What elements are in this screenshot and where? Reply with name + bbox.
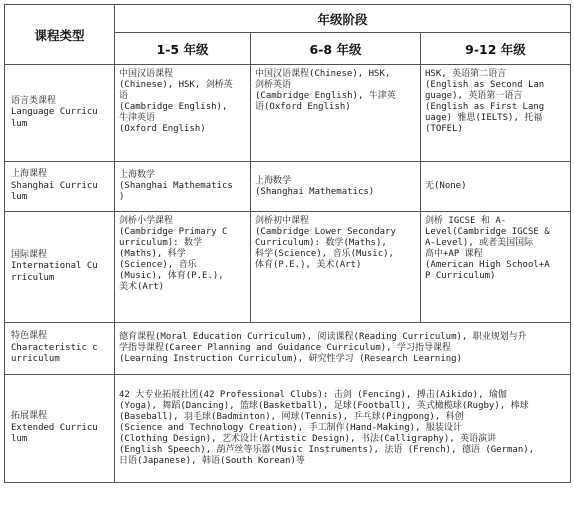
- header-grade-1-5: 1-5 年级: [115, 33, 251, 65]
- cell-shanghai-6-8: 上海数学 (Shanghai Mathematics): [251, 162, 421, 212]
- header-course-type: 课程类型: [5, 5, 115, 65]
- category-shanghai: 上海课程 Shanghai Curricu lum: [5, 162, 115, 212]
- header-row-1: [5, 5, 571, 33]
- curriculum-table: [4, 4, 571, 483]
- row-language: [5, 65, 571, 162]
- row-international: [5, 212, 571, 323]
- cell-international-1-5: 剑桥小学课程 (Cambridge Primary C urriculum): 数学 (Maths), 科学 (Science), 音乐 (Music), 体育(P.E.), 美术(Art): [115, 212, 251, 323]
- category-extended: 拓展课程 Extended Curricu lum: [5, 375, 115, 483]
- cell-language-9-12: HSK, 英语第二语言 (English as Second Lan guage), 英语第一语言 (English as First Lang uage) 雅思(IELTS), 托福 (TOFEL): [421, 65, 571, 162]
- cell-language-6-8: 中国汉语课程(Chinese), HSK, 剑桥英语 (Cambridge English), 牛津英 语(Oxford English): [251, 65, 421, 162]
- row-extended: [5, 375, 571, 483]
- curriculum-table-wrap: [4, 4, 570, 504]
- category-language: 语言类课程 Language Curricu lum: [5, 65, 115, 162]
- cell-shanghai-9-12: 无(None): [421, 162, 571, 212]
- row-characteristic: [5, 323, 571, 375]
- cell-international-9-12: 剑桥 IGCSE 和 A- Level(Cambridge IGCSE & A-Level), 或者美国国际 高中+AP 课程 (American High School+A P Curriculum): [421, 212, 571, 323]
- header-grade-6-8: 6-8 年级: [251, 33, 421, 65]
- category-international: 国际课程 International Cu rriculum: [5, 212, 115, 323]
- cell-characteristic: 德育课程(Moral Education Curriculum), 阅读课程(Reading Curriculum), 职业规划与升 学指导课程(Career Planning and Guidance Curriculum), 学习指导课程 (Learning Instruction Curriculum), 研究性学习 (Research Learning): [115, 323, 571, 375]
- cell-shanghai-1-5: 上海数学 (Shanghai Mathematics ): [115, 162, 251, 212]
- category-characteristic: 特色课程 Characteristic c urriculum: [5, 323, 115, 375]
- header-grade-stage: 年级阶段: [115, 5, 571, 33]
- row-shanghai: [5, 162, 571, 212]
- cell-language-1-5: 中国汉语课程 (Chinese), HSK, 剑桥英 语 (Cambridge English), 牛津英语 (Oxford English): [115, 65, 251, 162]
- cell-international-6-8: 剑桥初中课程 (Cambridge Lower Secondary Curriculum): 数学(Maths), 科学(Science), 音乐(Music), 体育(P.E.), 美术(Art): [251, 212, 421, 323]
- header-grade-9-12: 9-12 年级: [421, 33, 571, 65]
- cell-extended: 42 大专业拓展社团(42 Professional Clubs): 击剑 (Fencing), 搏击(Aikido), 瑜伽 (Yoga), 舞蹈(Dancing), 篮球(Basketball), 足球(Football), 英式橄榄球(Rugby), 棒球 (Baseball), 羽毛球(Badminton), 网球(Tennis), 乒乓球(Pingpong), 科创 (Science and Technology Creation), 手工制作(Hand-Making), 服装设计 (Clothing Design), 艺术设计(Artistic Design), 书法(Calligraphy), 英语演讲 (English Speech), 葫芦丝等乐器(Music Instruments), 法语 (French), 德语 (German), 日语(Japanese), 韩语(South Korean)等: [115, 375, 571, 483]
